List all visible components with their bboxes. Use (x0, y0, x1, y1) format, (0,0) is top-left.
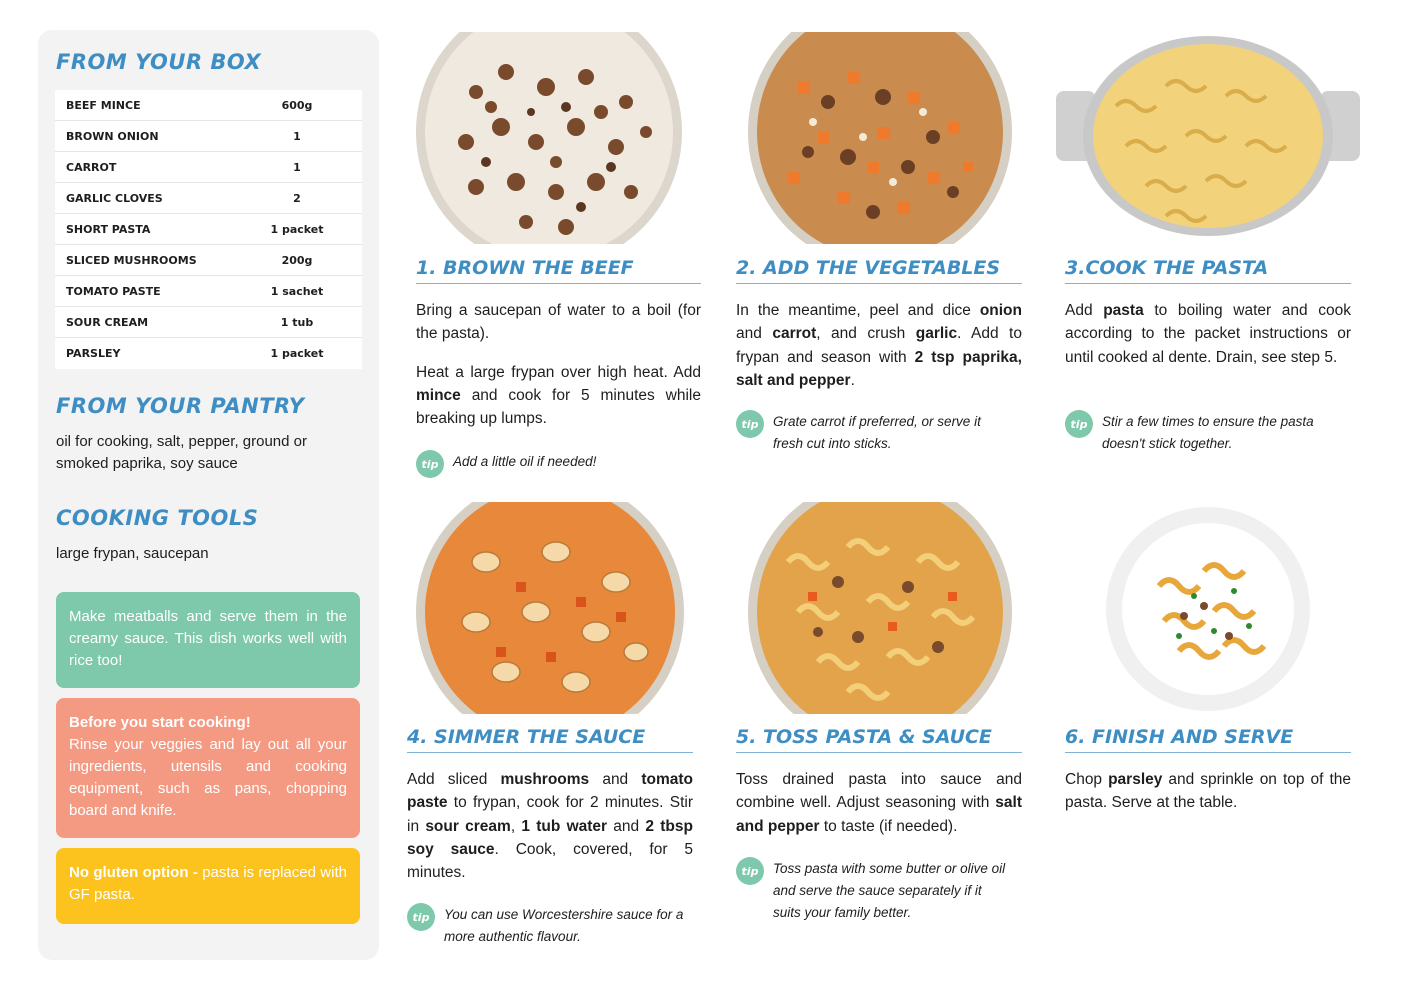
step-5-tip (736, 858, 1022, 924)
step-1-title: 1. BROWN THE BEEF (416, 257, 701, 284)
box-ingredient-row (55, 276, 362, 307)
gluten-note (56, 848, 360, 924)
step-5-title: 5. TOSS PASTA & SAUCE (736, 726, 1022, 753)
pasta-colander-image (1056, 36, 1360, 238)
ingredient-name: SHORT PASTA (66, 222, 151, 236)
step-3-photo (1056, 36, 1360, 238)
tip-icon: tip (736, 410, 764, 438)
step-2-tip (736, 411, 1022, 455)
ingredient-qty: 1 (293, 160, 301, 174)
step-5-photo (748, 502, 1012, 714)
ingredient-qty: 1 sachet (270, 284, 324, 298)
from-your-box-heading: FROM YOUR BOX (56, 50, 262, 74)
beef-pan-image (416, 32, 682, 244)
step-1-photo (416, 32, 682, 244)
pantry-text: oil for cooking, salt, pepper, ground or smoked paprika, soy sauce (56, 433, 307, 472)
ingredient-name: PARSLEY (66, 347, 121, 360)
step-2-tip-text: Grate carrot if preferred, or serve it fresh cut into sticks. (773, 414, 981, 451)
sauce-pan-image (416, 502, 684, 714)
step-4-photo (416, 502, 684, 714)
box-ingredient-row (55, 214, 362, 245)
ingredient-qty: 1 packet (270, 222, 324, 236)
ingredient-name: TOMATO PASTE (66, 284, 161, 298)
ingredient-qty: 1 (293, 129, 301, 143)
ingredient-qty: 1 tub (280, 315, 314, 329)
step-3-body: Add pasta to boiling water and cook according to the packet instructions or until cooked al dente. Drain, see step 5. (1065, 302, 1352, 366)
box-ingredient-row (55, 121, 362, 152)
step-2-body: In the meantime, peel and dice onion and carrot, and crush garlic. Add to frypan and season with 2 tsp paprika, salt and pepper. (736, 302, 1022, 389)
step-3-tip-text: Stir a few times to ensure the pasta doesn't stick together. (1102, 414, 1314, 451)
before-cooking-note (56, 698, 360, 838)
step-2-title: 2. ADD THE VEGETABLES (736, 257, 1022, 284)
ingredient-name: BROWN ONION (66, 129, 159, 143)
box-ingredients-table (55, 90, 362, 369)
tip-icon: tip (736, 857, 764, 885)
ingredient-name: CARROT (66, 160, 117, 174)
tip-icon: tip (416, 450, 444, 478)
box-ingredient-row (55, 152, 362, 183)
ingredient-name: BEEF MINCE (66, 98, 141, 112)
box-ingredient-row (55, 90, 362, 121)
before-cooking-text: Rinse your veggies and lay out all your ingredients, utensils and cooking equipment, such as pans, chopping board and knife. (69, 736, 347, 819)
box-ingredient-row (55, 183, 362, 214)
cooking-tools-heading: COOKING TOOLS (56, 506, 259, 530)
tip-icon: tip (1065, 410, 1093, 438)
ingredient-qty: 600g (281, 98, 313, 112)
ingredient-name: SLICED MUSHROOMS (66, 253, 197, 267)
ingredient-qty: 200g (281, 253, 313, 267)
step-3-title: 3.COOK THE PASTA (1065, 257, 1351, 284)
step-4-tip-text: You can use Worcestershire sauce for a more authentic flavour. (444, 907, 684, 944)
from-your-pantry-heading: FROM YOUR PANTRY (56, 394, 305, 418)
meatballs-note: Make meatballs and serve them in the creamy sauce. This dish works well with rice too! (56, 592, 360, 688)
ingredients-sidebar (38, 30, 379, 960)
step-1-tip-text: Add a little oil if needed! (453, 454, 597, 469)
step-1-body: Bring a saucepan of water to a boil (for the pasta). Heat a large frypan over high heat. Add mince and cook for 5 minutes while breaking up lumps. (416, 302, 701, 428)
step-5-tip-text: Toss pasta with some butter or olive oil and serve the sauce separately if it suits your family better. (773, 861, 1006, 920)
pasta-sauce-pan-image (748, 502, 1012, 714)
step-4-title: 4. SIMMER THE SAUCE (407, 726, 693, 753)
step-5-body: Toss drained pasta into sauce and combine well. Adjust seasoning with salt and pepper to taste (if needed). (736, 771, 1022, 835)
vegetables-pan-image (748, 32, 1012, 244)
step-4-body: Add sliced mushrooms and tomato paste to frypan, cook for 2 minutes. Stir in sour cream, 1 tub water and 2 tbsp soy sauce. Cook, covered, for 5 minutes. (407, 771, 694, 882)
before-cooking-title: Before you start cooking! (69, 714, 251, 731)
ingredient-name: GARLIC CLOVES (66, 191, 163, 205)
tip-icon: tip (407, 903, 435, 931)
step-6-photo (1104, 506, 1312, 712)
box-ingredient-row (55, 307, 362, 338)
gluten-note-text: pasta is replaced with GF pasta. (69, 864, 347, 903)
ingredient-qty: 1 packet (270, 347, 324, 360)
ingredient-name: SOUR CREAM (66, 315, 149, 329)
step-6-body: Chop parsley and sprinkle on top of the pasta. Serve at the table. (1065, 771, 1351, 812)
gluten-note-title: No gluten option - (69, 864, 198, 881)
step-3-tip (1065, 411, 1351, 455)
ingredient-qty: 2 (293, 191, 301, 205)
step-4-tip (407, 904, 693, 948)
box-ingredient-row (55, 245, 362, 276)
served-plate-image (1104, 506, 1312, 712)
step-6-title: 6. FINISH AND SERVE (1065, 726, 1351, 753)
box-ingredient-row (55, 338, 362, 369)
cooking-tools-text: large frypan, saucepan (56, 545, 209, 562)
step-2-photo (748, 32, 1012, 244)
step-1-tip (416, 451, 701, 478)
